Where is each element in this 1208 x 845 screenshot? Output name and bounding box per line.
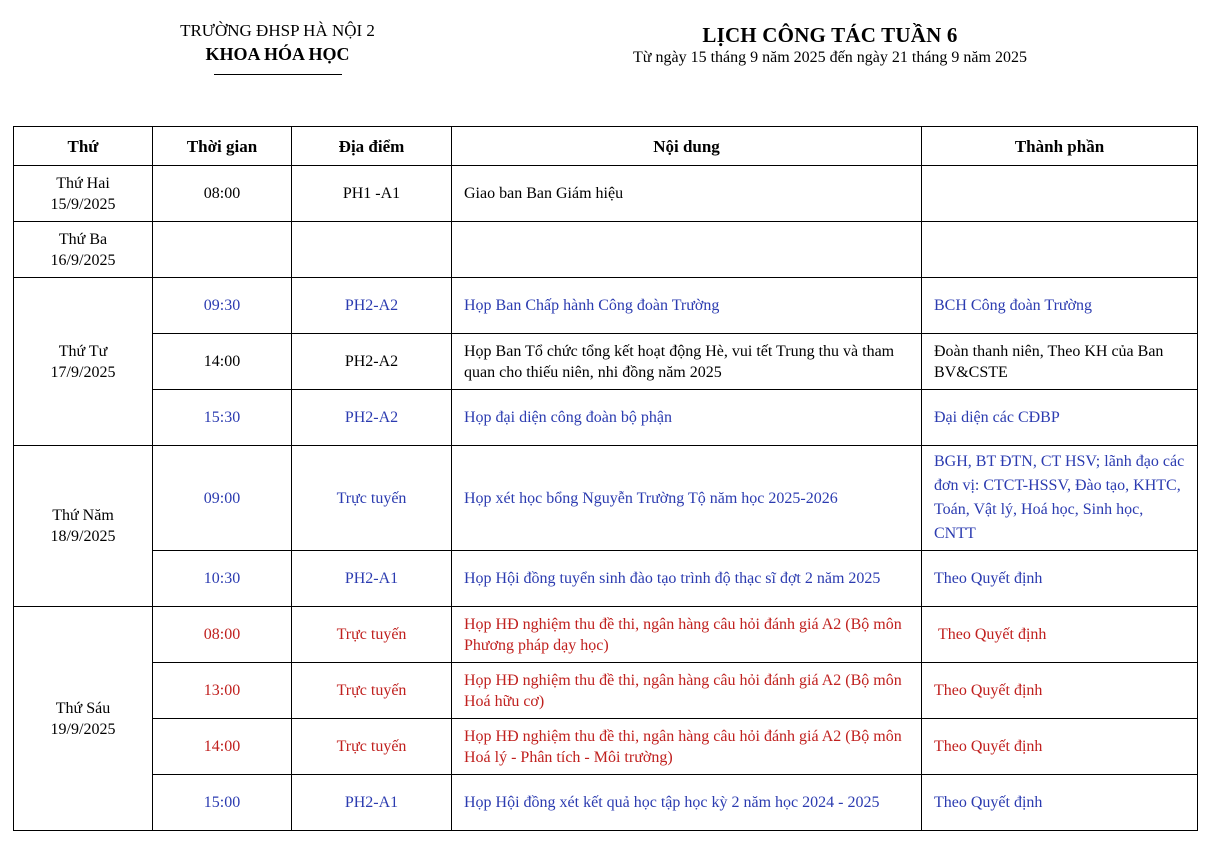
content-cell: Họp Ban Chấp hành Công đoàn Trường (452, 278, 922, 334)
time-cell: 13:00 (153, 663, 292, 719)
day-date: 19/9/2025 (50, 720, 116, 738)
participants-cell: Theo Quyết định (922, 607, 1198, 663)
location-cell: Trực tuyến (292, 607, 452, 663)
location-cell: PH2-A2 (292, 334, 452, 390)
day-cell (14, 222, 153, 278)
location-cell: Trực tuyến (292, 719, 452, 775)
table-row (14, 446, 1198, 551)
schedule-table (13, 126, 1198, 831)
day-cell (14, 278, 153, 446)
table-row (14, 607, 1198, 663)
location-cell: PH2-A1 (292, 551, 452, 607)
table-row (14, 775, 1198, 831)
participants-cell: Theo Quyết định (922, 663, 1198, 719)
day-cell (14, 166, 153, 222)
location-cell: PH2-A1 (292, 775, 452, 831)
location-cell: PH2-A2 (292, 278, 452, 334)
table-row (14, 719, 1198, 775)
page-title: LỊCH CÔNG TÁC TUẦN 6 (702, 23, 958, 47)
table-header-row (14, 127, 1198, 166)
location-cell: PH2-A2 (292, 390, 452, 446)
header-divider (214, 74, 342, 75)
location-cell: PH1 -A1 (292, 166, 452, 222)
day-name: Thứ Sáu (55, 699, 111, 717)
day-date: 15/9/2025 (50, 195, 116, 213)
school-name: TRƯỜNG ĐHSP HÀ NỘI 2 (180, 21, 375, 40)
time-cell: 08:00 (153, 166, 292, 222)
content-cell: Họp Hội đồng xét kết quả học tập học kỳ 2 năm học 2024 - 2025 (452, 775, 922, 831)
document-header-left (150, 20, 405, 75)
day-name: Thứ Tư (58, 342, 108, 360)
time-cell: 14:00 (153, 334, 292, 390)
participants-cell: Theo Quyết định (922, 551, 1198, 607)
day-cell (14, 607, 153, 831)
day-name: Thứ Hai (56, 174, 110, 192)
content-cell: Họp HĐ nghiệm thu đề thi, ngân hàng câu hỏi đánh giá A2 (Bộ môn Hoá lý - Phân tích - Môi trường) (452, 719, 922, 775)
table-row (14, 551, 1198, 607)
table-row (14, 334, 1198, 390)
time-cell: 08:00 (153, 607, 292, 663)
time-cell: 15:00 (153, 775, 292, 831)
day-date: 18/9/2025 (50, 528, 116, 545)
content-cell (452, 222, 922, 278)
table-row (14, 222, 1198, 278)
location-cell (292, 222, 452, 278)
content-cell: Họp đại diện công đoàn bộ phận (452, 390, 922, 446)
time-cell: 10:30 (153, 551, 292, 607)
time-cell: 14:00 (153, 719, 292, 775)
participants-cell (922, 166, 1198, 222)
content-cell: Họp Ban Tổ chức tổng kết hoạt động Hè, vui tết Trung thu và tham quan cho thiếu niên, nhi đồng năm 2025 (452, 334, 922, 390)
location-cell: Trực tuyến (292, 446, 452, 551)
day-cell (14, 446, 153, 607)
column-header-content: Nội dung (452, 127, 922, 166)
time-cell: 09:00 (153, 446, 292, 551)
participants-cell: Theo Quyết định (922, 719, 1198, 775)
table-row (14, 166, 1198, 222)
participants-cell: Theo Quyết định (922, 775, 1198, 831)
participants-cell: Đại diện các CĐBP (922, 390, 1198, 446)
content-cell: Họp HĐ nghiệm thu đề thi, ngân hàng câu hỏi đánh giá A2 (Bộ môn Phương pháp dạy học) (452, 607, 922, 663)
time-cell: 15:30 (153, 390, 292, 446)
day-name: Thứ Ba (58, 230, 108, 248)
time-cell (153, 222, 292, 278)
day-date: 17/9/2025 (50, 363, 116, 381)
table-row (14, 390, 1198, 446)
column-header-participants: Thành phần (922, 127, 1198, 166)
participants-cell: BCH Công đoàn Trường (922, 278, 1198, 334)
faculty-name: KHOA HÓA HỌC (205, 44, 350, 64)
day-name: Thứ Năm (52, 507, 114, 524)
column-header-time: Thời gian (153, 127, 292, 166)
participants-cell: BGH, BT ĐTN, CT HSV; lãnh đạo các đơn vị: CTCT-HSSV, Đào tạo, KHTC, Toán, Vật lý, Hoá học, Sinh học, CNTT (922, 446, 1198, 551)
day-date: 16/9/2025 (50, 251, 116, 269)
content-cell: Họp xét học bổng Nguyễn Trường Tộ năm học 2025-2026 (452, 446, 922, 551)
table-row (14, 663, 1198, 719)
time-cell: 09:30 (153, 278, 292, 334)
date-range: Từ ngày 15 tháng 9 năm 2025 đến ngày 21 tháng 9 năm 2025 (633, 49, 1027, 66)
content-cell: Họp Hội đồng tuyển sinh đào tạo trình độ thạc sĩ đợt 2 năm 2025 (452, 551, 922, 607)
column-header-day: Thứ (14, 127, 153, 166)
table-row (14, 278, 1198, 334)
participants-cell (922, 222, 1198, 278)
column-header-location: Địa điểm (292, 127, 452, 166)
content-cell: Giao ban Ban Giám hiệu (452, 166, 922, 222)
content-cell: Họp HĐ nghiệm thu đề thi, ngân hàng câu hỏi đánh giá A2 (Bộ môn Hoá hữu cơ) (452, 663, 922, 719)
participants-cell: Đoàn thanh niên, Theo KH của Ban BV&CSTE (922, 334, 1198, 390)
location-cell: Trực tuyến (292, 663, 452, 719)
document-header-right (590, 22, 1070, 68)
